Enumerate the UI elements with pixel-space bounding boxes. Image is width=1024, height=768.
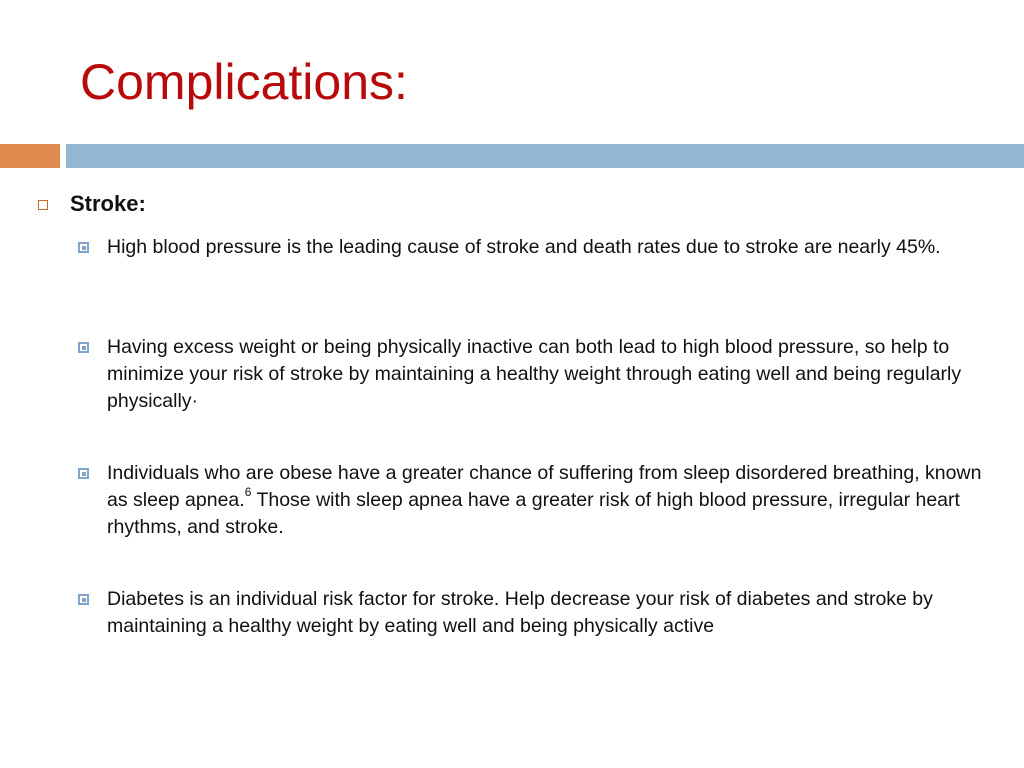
bullet-text: High blood pressure is the leading cause of stroke and death rates due to stroke are nearly 45%. (107, 236, 941, 258)
citation-superscript: 6 (244, 485, 252, 499)
square-bullet-icon (78, 342, 89, 353)
hollow-square-icon (38, 200, 48, 210)
bullet-text (107, 460, 987, 541)
section-stroke (38, 191, 146, 216)
bullet-text: Diabetes is an individual risk factor for stroke. Help decrease your risk of diabetes and stroke by maintaining a healthy weight by eating well and being physically active (107, 588, 933, 637)
slide-title: Complications: (80, 54, 408, 110)
section-heading: Stroke: (70, 191, 146, 216)
square-bullet-icon (78, 468, 89, 479)
bullet-text: Having excess weight or being physically inactive can both lead to high blood pressure, so help to minimize your risk of stroke by maintaining a healthy weight through eating well and being regularly physically· (107, 336, 962, 412)
accent-bar-orange (0, 144, 60, 168)
accent-bar-blue (66, 144, 1024, 168)
square-bullet-icon (78, 594, 89, 605)
bullet-text-part: Individuals who are obese have a greater chance of suffering from sleep disordered breathing, known as sleep apnea. (107, 462, 982, 511)
square-bullet-icon (78, 242, 89, 253)
bullet-text-part: Those with sleep apnea have a greater risk of high blood pressure, irregular heart rhythms, and stroke. (107, 489, 960, 538)
